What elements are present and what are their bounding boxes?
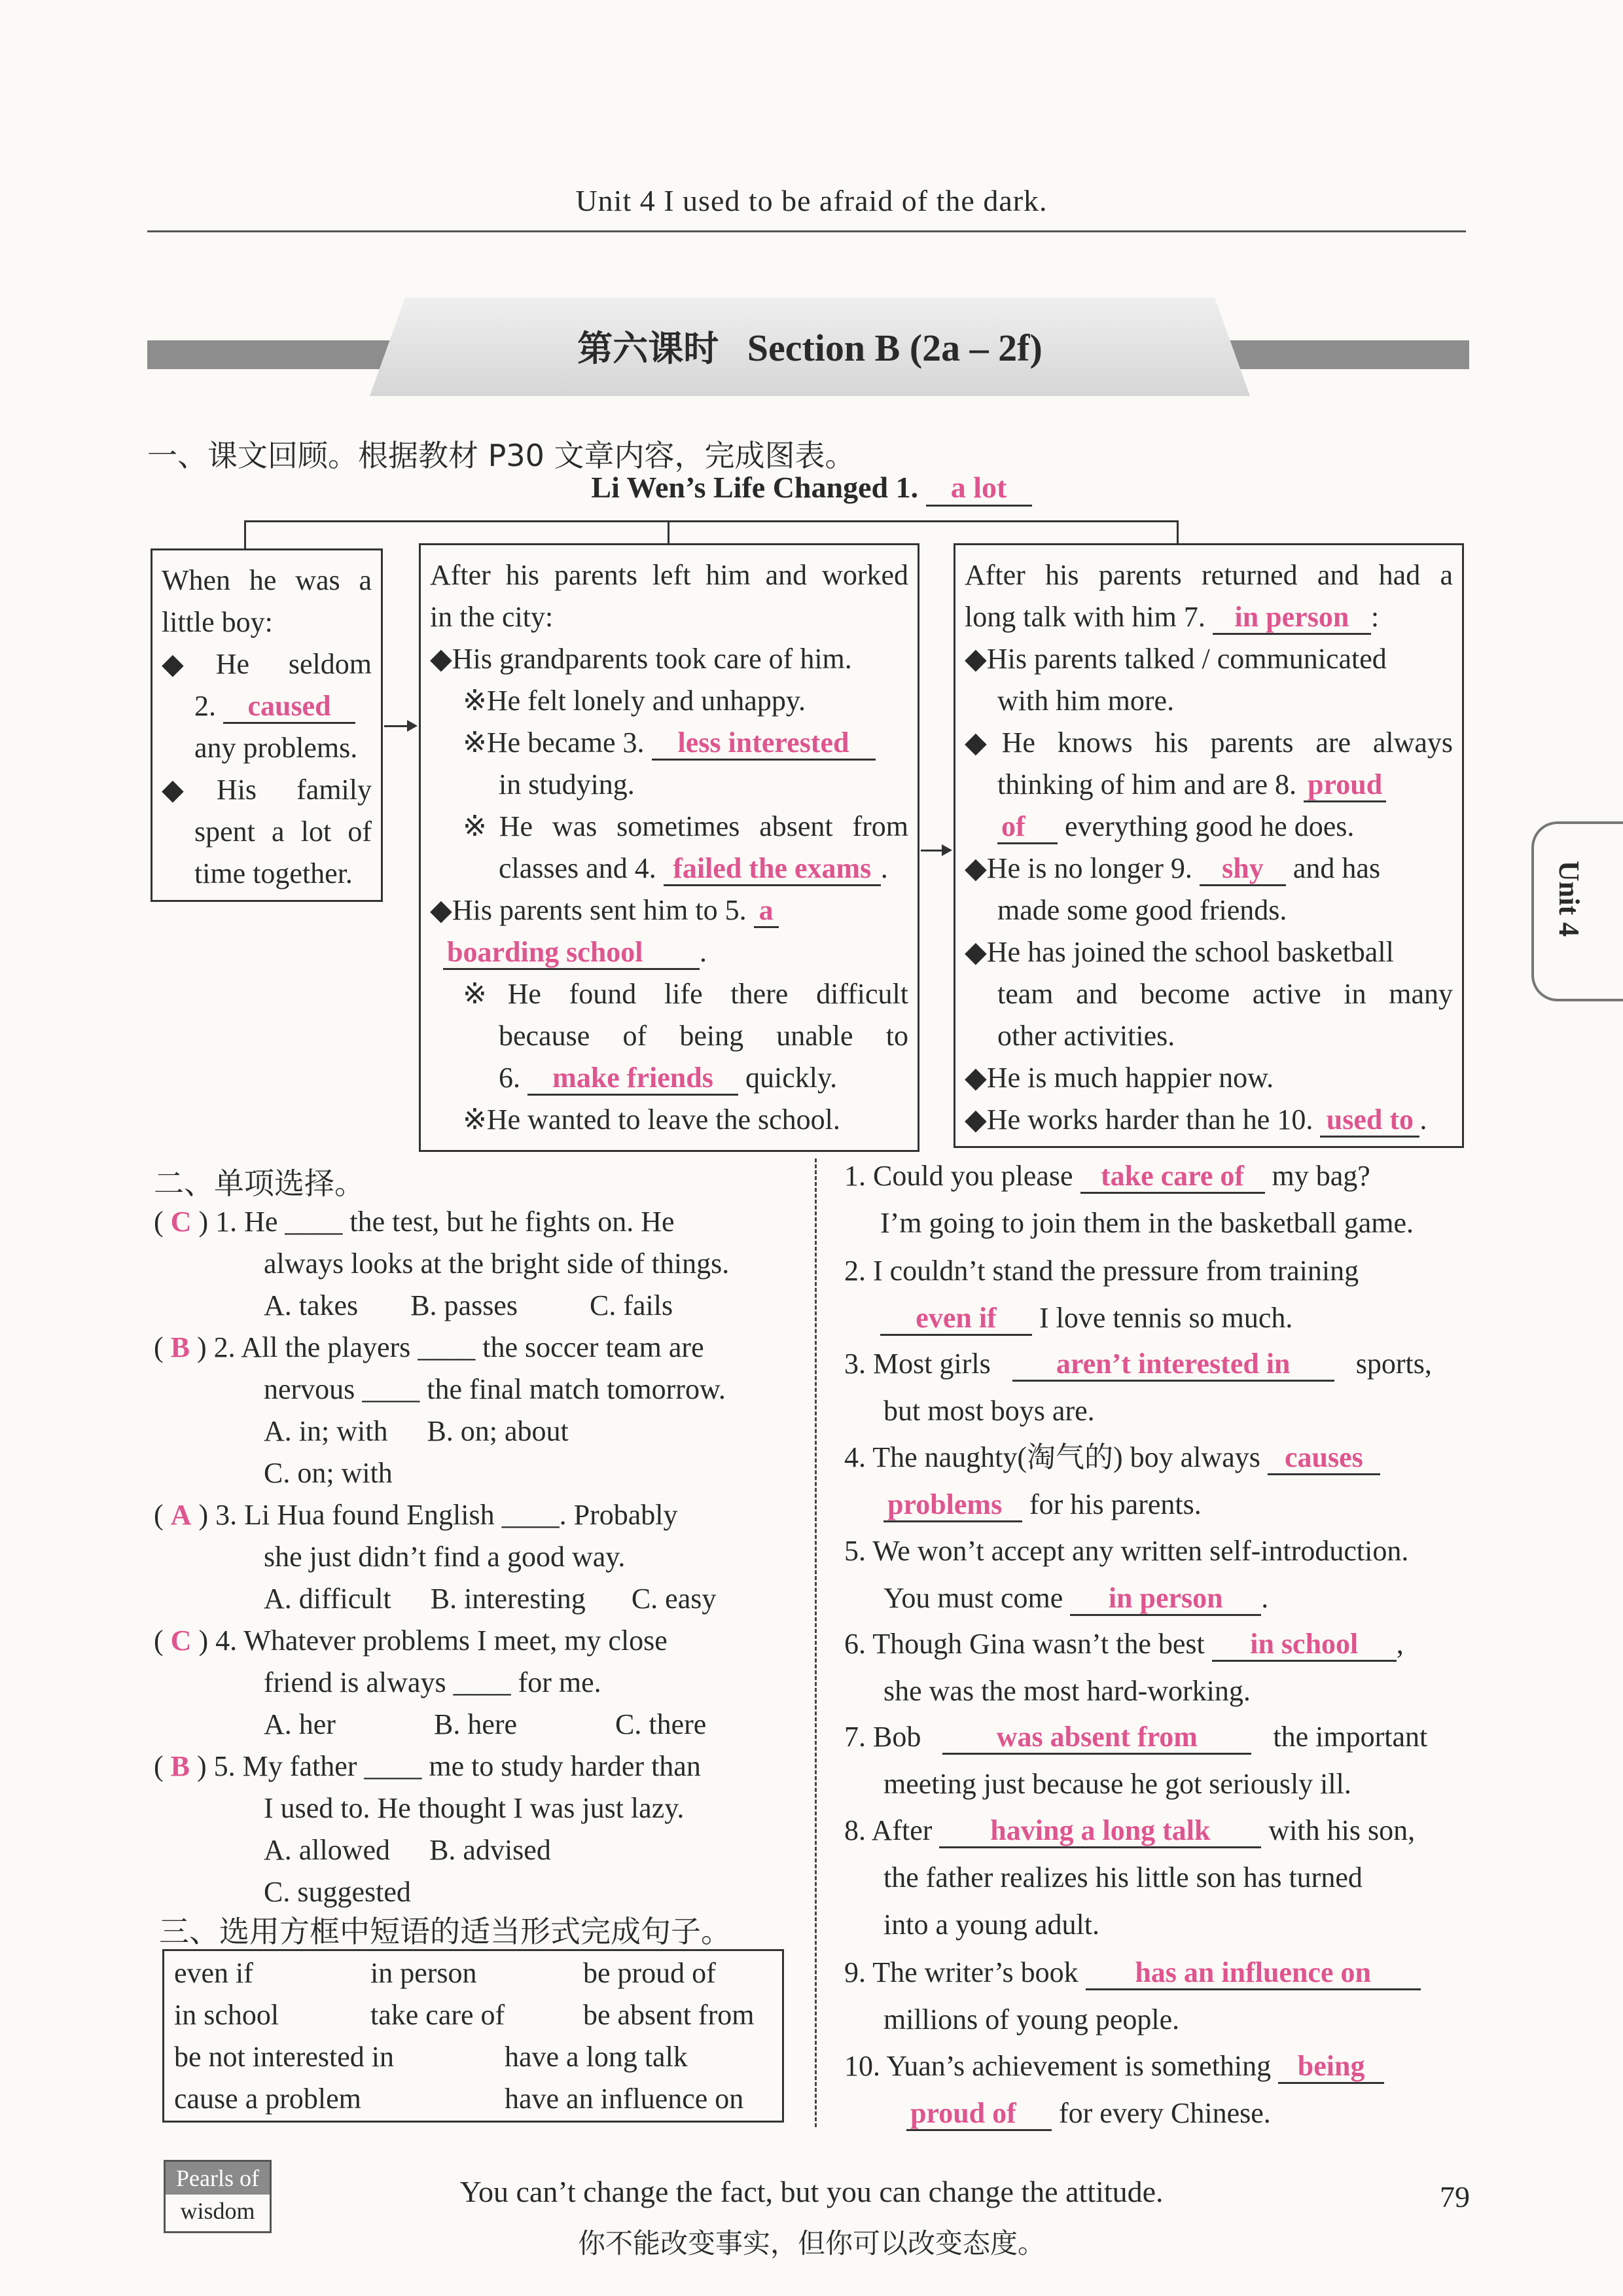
phrase: be not interested in — [174, 2041, 395, 2073]
sentence-8: 8. After having a long talk with his son, the father realizes his little son has turned into a young adult. — [844, 1814, 1416, 1941]
mc-question-3: ( A ) 3. Li Hua found English ____. Probably she just didn’t find a good way. A. difficult B. interesting C. easy — [154, 1499, 717, 1615]
phrase: be proud of — [583, 1957, 716, 1989]
diagram-title-text: Li Wen’s Life Changed 1. — [591, 471, 919, 504]
box1-line: any problems. — [194, 732, 358, 764]
box3-line: team and become active in many — [997, 978, 1453, 1010]
box1-line: time together. — [194, 857, 353, 889]
box3-line: ◆He has joined the school basketball — [965, 936, 1394, 968]
box2-line: in studying. — [499, 768, 635, 800]
part1-heading: 一、课文回顾。根据教材 P30 文章内容，完成图表。 — [147, 438, 855, 473]
tree-connector — [668, 520, 669, 543]
quote-chinese: 你不能改变事实，但你可以改变态度。 — [577, 2227, 1045, 2259]
box3-line: After his parents returned and had a — [965, 559, 1453, 591]
arrow-right-icon — [384, 725, 415, 727]
box1-line: spent a lot of — [194, 816, 372, 848]
section-label: Section B (2a – 2f) — [747, 327, 1043, 369]
box2-line: classes and 4. failed the exams . — [430, 848, 908, 889]
lesson-label: 第六课时 — [577, 328, 719, 369]
box3-line: of everything good he does. — [965, 806, 1453, 848]
mc-question-5: ( B ) 5. My father ____ me to study harder than I used to. He thought I was just lazy. A. allowed B. advised C. suggested — [154, 1750, 701, 1908]
phrase: be absent from — [583, 1999, 755, 2031]
answer-10: used to — [1320, 1104, 1419, 1138]
part2-heading: 二、单项选择。 — [154, 1166, 365, 1201]
arrow-right-icon — [921, 850, 950, 852]
header-rule — [147, 230, 1466, 232]
answer-3: less interested — [652, 727, 876, 761]
answer-1: a lot — [926, 471, 1032, 507]
box2-line: ◆His grandparents took care of him. — [430, 643, 852, 675]
box-after-return — [954, 543, 1464, 1148]
sentence-answer: in school — [1212, 1628, 1397, 1662]
mc-answer: B — [170, 1331, 190, 1363]
sentence-1: 1. Could you please take care of my bag? I’m going to join them in the basketball game. — [844, 1160, 1414, 1239]
sentence-9: 9. The writer’s book has an influence on millions of young people. — [844, 1952, 1421, 2041]
phrase: in person — [370, 1957, 477, 1989]
phrase: cause a problem — [174, 2083, 361, 2115]
box2-line: in the city: — [430, 601, 554, 633]
mc-answer: C — [170, 1624, 192, 1657]
box3-line: ◆He is much happier now. — [965, 1062, 1274, 1094]
answer-2: caused — [223, 691, 355, 724]
tree-connector — [244, 520, 246, 548]
mc-question-4: ( C ) 4. Whatever problems I meet, my close friend is always ____ for me. A. her B. here C. there — [154, 1624, 707, 1740]
sentence-answer: having a long talk — [939, 1815, 1261, 1848]
sentence-answer: in person — [1070, 1583, 1261, 1616]
box3-line: ◆He is no longer 9. shy and has — [965, 848, 1453, 889]
sentence-answer: being — [1278, 2051, 1384, 2084]
column-divider — [815, 1158, 817, 2127]
sentence-answer: was absent from — [942, 1721, 1251, 1755]
box2-line: because of being unable to — [499, 1020, 908, 1052]
box3-line: thinking of him and are 8. proud — [965, 764, 1453, 806]
answer-6: make friends — [527, 1062, 738, 1096]
mc-question-1: ( C ) 1. He ____ the test, but he fights on. He always looks at the bright side of things. A. takes B. passes C. fails — [154, 1206, 730, 1321]
box1-line: ◆His family — [162, 774, 372, 806]
answer-5: a — [754, 895, 779, 928]
box3-line: made some good friends. — [997, 894, 1287, 926]
page-number: 79 — [1440, 2180, 1470, 2214]
sentence-10: 10. Yuan’s achievement is something being proud of for every Chinese. — [844, 2045, 1384, 2134]
box1-line: 2. caused — [162, 685, 372, 727]
sentence-2: 2. I couldn’t stand the pressure from training even if I love tennis so much. — [844, 1250, 1359, 1339]
sentence-answer: causes — [1268, 1442, 1380, 1475]
sentence-4: 4. The naughty(淘气的) boy always causes problems for his parents. — [844, 1437, 1380, 1526]
sentence-answer: has an influence on — [1086, 1957, 1421, 1990]
answer-5-cont: boarding school — [443, 937, 700, 970]
box2-line: ◆His parents sent him to 5. a — [430, 889, 908, 931]
box2-line: ※He felt lonely and unhappy. — [463, 685, 806, 717]
sentence-7: 7. Bob was absent from the important meeting just because he got seriously ill. — [844, 1721, 1428, 1800]
section-title — [370, 321, 1250, 371]
box3-line: ◆His parents talked / communicated — [965, 643, 1387, 675]
box-childhood — [151, 548, 383, 902]
box1-line: When he was a — [162, 564, 372, 596]
box3-line: with him more. — [997, 685, 1175, 717]
pearls-badge-top: Pearls of — [166, 2162, 270, 2195]
mc-answer: A — [170, 1499, 192, 1531]
box3-line: other activities. — [997, 1020, 1175, 1052]
box-left-behind — [419, 543, 919, 1152]
mc-question-2: ( B ) 2. All the players ____ the soccer team are nervous ____ the final match tomorrow. A. in; with B. on; about C. on; with — [154, 1331, 726, 1489]
box2-line: ※He wanted to leave the school. — [463, 1103, 840, 1136]
sentence-answer-cont: proud of — [906, 2098, 1052, 2131]
answer-8: proud — [1304, 769, 1386, 802]
mc-answer: B — [170, 1750, 190, 1782]
answer-4: failed the exams — [664, 853, 881, 886]
box3-line: ◆He works harder than he 10. used to . — [965, 1099, 1453, 1141]
sentence-answer-cont: problems — [883, 1489, 1022, 1522]
box1-line: little boy: — [162, 606, 273, 638]
diagram-title — [0, 470, 1623, 507]
part3-heading: 三、选用方框中短语的适当形式完成句子。 — [159, 1914, 731, 1949]
tree-connector — [1177, 520, 1179, 543]
sentence-6: 6. Though Gina wasn’t the best in school , she was the most hard-working. — [844, 1628, 1404, 1707]
running-title: Unit 4 I used to be afraid of the dark. — [575, 184, 1048, 217]
unit-side-tab-label: Unit 4 — [1553, 861, 1585, 937]
phrase: have an influence on — [505, 2083, 744, 2115]
answer-9: shy — [1200, 853, 1286, 886]
box1-line: ◆He seldom — [162, 648, 372, 680]
sentence-answer: take care of — [1080, 1160, 1265, 1194]
answer-8-cont: of — [997, 811, 1058, 844]
sentence-answer: even if — [880, 1302, 1032, 1336]
box2-line: ※He found life there difficult — [463, 978, 908, 1010]
sentence-5: 5. We won’t accept any written self-introduction. You must come in person . — [844, 1530, 1408, 1619]
box3-line: long talk with him 7. in person : — [965, 596, 1453, 638]
phrase: even if — [174, 1957, 253, 1989]
box3-line: ◆He knows his parents are always — [965, 726, 1453, 759]
box2-line: After his parents left him and worked — [430, 559, 908, 591]
pearls-badge-bottom: wisdom — [180, 2198, 255, 2224]
tree-connector — [244, 520, 1177, 522]
box2-line: boarding school . — [430, 931, 908, 973]
sentence-3: 3. Most girls aren’t interested in sports, but most boys are. — [844, 1348, 1432, 1427]
box2-line: ※He became 3. less interested — [430, 722, 908, 764]
phrase-box — [162, 1949, 784, 2123]
phrase: take care of — [370, 1999, 505, 2031]
sentence-answer: aren’t interested in — [1012, 1348, 1334, 1382]
answer-7: in person — [1213, 601, 1371, 635]
quote-english: You can’t change the fact, but you can change the attitude. — [459, 2175, 1164, 2208]
box2-line: ※He was sometimes absent from — [463, 810, 908, 842]
box2-line: 6. make friends quickly. — [430, 1057, 908, 1099]
phrase: have a long talk — [505, 2041, 688, 2073]
phrase: in school — [174, 1999, 279, 2031]
mc-answer: C — [170, 1206, 192, 1238]
